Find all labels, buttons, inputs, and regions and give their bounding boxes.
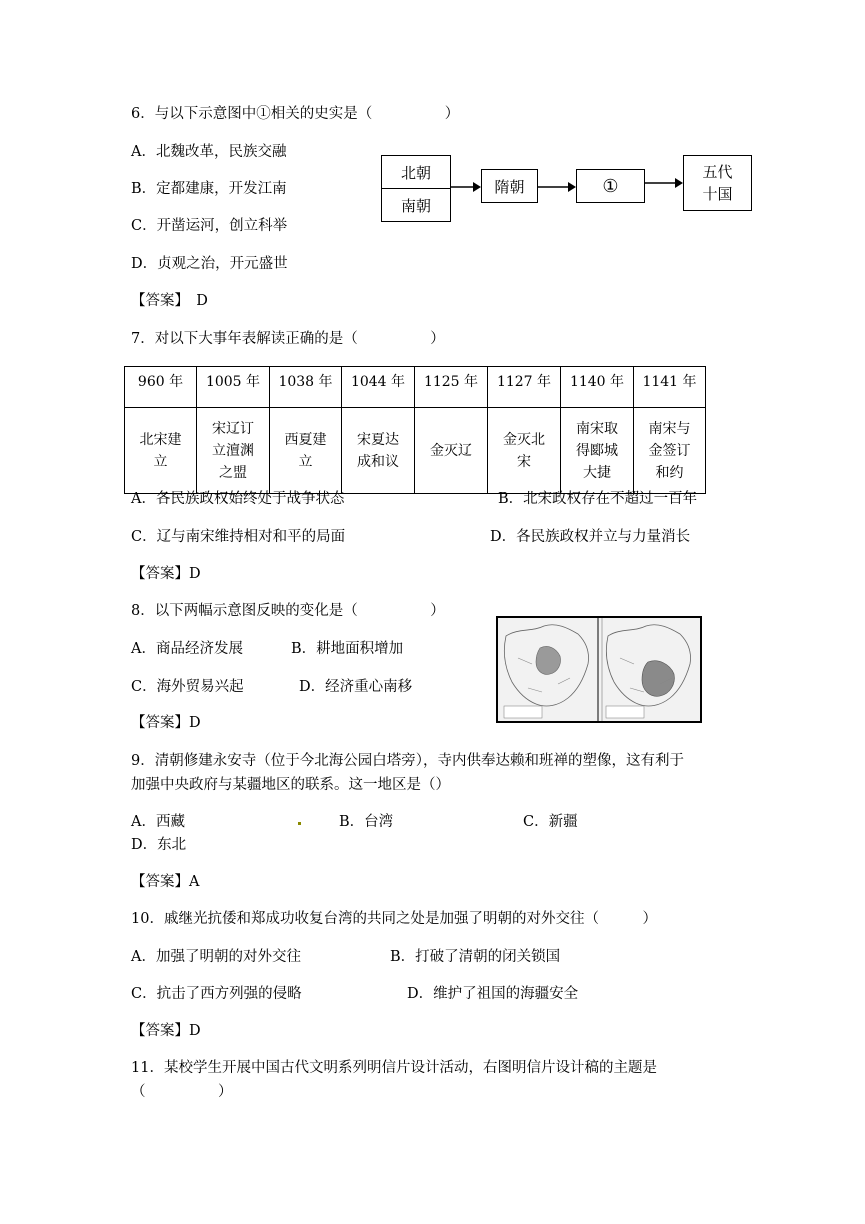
box-south-dynasties: 南朝 xyxy=(381,188,451,222)
year-cell: 1038 年 xyxy=(270,367,342,408)
year-cell: 1140 年 xyxy=(561,367,634,408)
china-maps-icon xyxy=(498,618,700,721)
q7-option-c: C．辽与南宋维持相对和平的局面 xyxy=(131,529,346,545)
timeline-table xyxy=(124,366,706,494)
arrow-right-icon xyxy=(645,176,683,190)
q9-stem-line1: 9．清朝修建永安寺（位于今北海公园白塔旁），寺内供奉达赖和班禅的塑像，这有利于 xyxy=(131,753,684,769)
q10-option-c: C．抗击了西方列强的侵略 xyxy=(131,986,302,1002)
year-cell: 1044 年 xyxy=(342,367,415,408)
event-cell: 西夏建 立 xyxy=(270,408,342,494)
year-cell: 1127 年 xyxy=(488,367,561,408)
year-cell: 1125 年 xyxy=(415,367,488,408)
q8-option-d: D．经济重心南移 xyxy=(299,679,413,695)
q6-option-b: B．定都建康，开发江南 xyxy=(131,181,287,197)
five-dynasties-line1: 五代 xyxy=(702,163,733,181)
q10-option-d: D．维护了祖国的海疆安全 xyxy=(407,986,579,1002)
q6-answer: 【答案】 D xyxy=(131,293,208,309)
q10-option-b: B．打破了清朝的闭关锁国 xyxy=(390,949,561,965)
event-cell: 南宋取 得郾城 大捷 xyxy=(561,408,634,494)
event-cell: 北宋建 立 xyxy=(125,408,197,494)
q7-option-b: B．北宋政权存在不超过一百年 xyxy=(498,491,698,507)
q6-option-c: C．开凿运河，创立科举 xyxy=(131,218,288,234)
q8-option-b: B．耕地面积增加 xyxy=(291,641,404,657)
q11-stem-line2: （ ） xyxy=(131,1084,233,1100)
arrow-right-icon xyxy=(538,180,576,194)
box-blank-circle-1: ① xyxy=(576,169,645,203)
q8-answer: 【答案】D xyxy=(131,715,201,731)
event-cell: 金灭辽 xyxy=(415,408,488,494)
q6-stem: 6．与以下示意图中①相关的史实是（ ） xyxy=(131,106,460,122)
q9-option-a: A．西藏 xyxy=(131,814,185,830)
q9-option-d: D．东北 xyxy=(131,837,187,853)
q8-option-a: A．商品经济发展 xyxy=(131,641,243,657)
five-dynasties-line2: 十国 xyxy=(702,185,733,203)
year-cell: 960 年 xyxy=(125,367,197,408)
economic-maps-image xyxy=(496,616,702,723)
q7-stem: 7．对以下大事年表解读正确的是（ ） xyxy=(131,331,445,347)
q7-answer: 【答案】D xyxy=(131,566,201,582)
event-cell: 金灭北 宋 xyxy=(488,408,561,494)
q9-option-b: B．台湾 xyxy=(339,814,394,830)
q11-stem-line1: 11．某校学生开展中国古代文明系列明信片设计活动，右图明信片设计稿的主题是 xyxy=(131,1060,657,1076)
box-north-dynasties: 北朝 xyxy=(381,155,451,189)
q7-option-d: D．各民族政权并立与力量消长 xyxy=(490,529,691,545)
year-row xyxy=(125,367,706,408)
q9-option-c: C．新疆 xyxy=(523,814,578,830)
q6-option-d: D．贞观之治，开元盛世 xyxy=(131,256,288,272)
q10-option-a: A．加强了明朝的对外交往 xyxy=(131,949,301,965)
q7-option-a: A．各民族政权始终处于战争状态 xyxy=(131,491,345,507)
q10-answer: 【答案】D xyxy=(131,1023,201,1039)
q10-stem: 10．戚继光抗倭和郑成功收复台湾的共同之处是加强了明朝的对外交往（ ） xyxy=(131,911,657,927)
box-five-dynasties xyxy=(683,155,752,211)
q8-option-c: C．海外贸易兴起 xyxy=(131,679,244,695)
arrow-right-icon xyxy=(451,180,481,194)
q9-stem-line2: 加强中央政府与某疆地区的联系。这一地区是（） xyxy=(131,777,450,793)
event-cell: 宋夏达 成和议 xyxy=(342,408,415,494)
event-cell: 宋辽订 立澶渊 之盟 xyxy=(197,408,270,494)
year-cell: 1141 年 xyxy=(634,367,706,408)
box-sui-dynasty: 隋朝 xyxy=(481,169,538,203)
q9-answer: 【答案】A xyxy=(131,874,200,890)
q8-stem: 8．以下两幅示意图反映的变化是（ ） xyxy=(131,603,445,619)
year-cell: 1005 年 xyxy=(197,367,270,408)
q6-option-a: A．北魏改革，民族交融 xyxy=(131,144,287,160)
stray-mark xyxy=(298,822,301,825)
event-row xyxy=(125,408,706,494)
event-cell: 南宋与 金签订 和约 xyxy=(634,408,706,494)
